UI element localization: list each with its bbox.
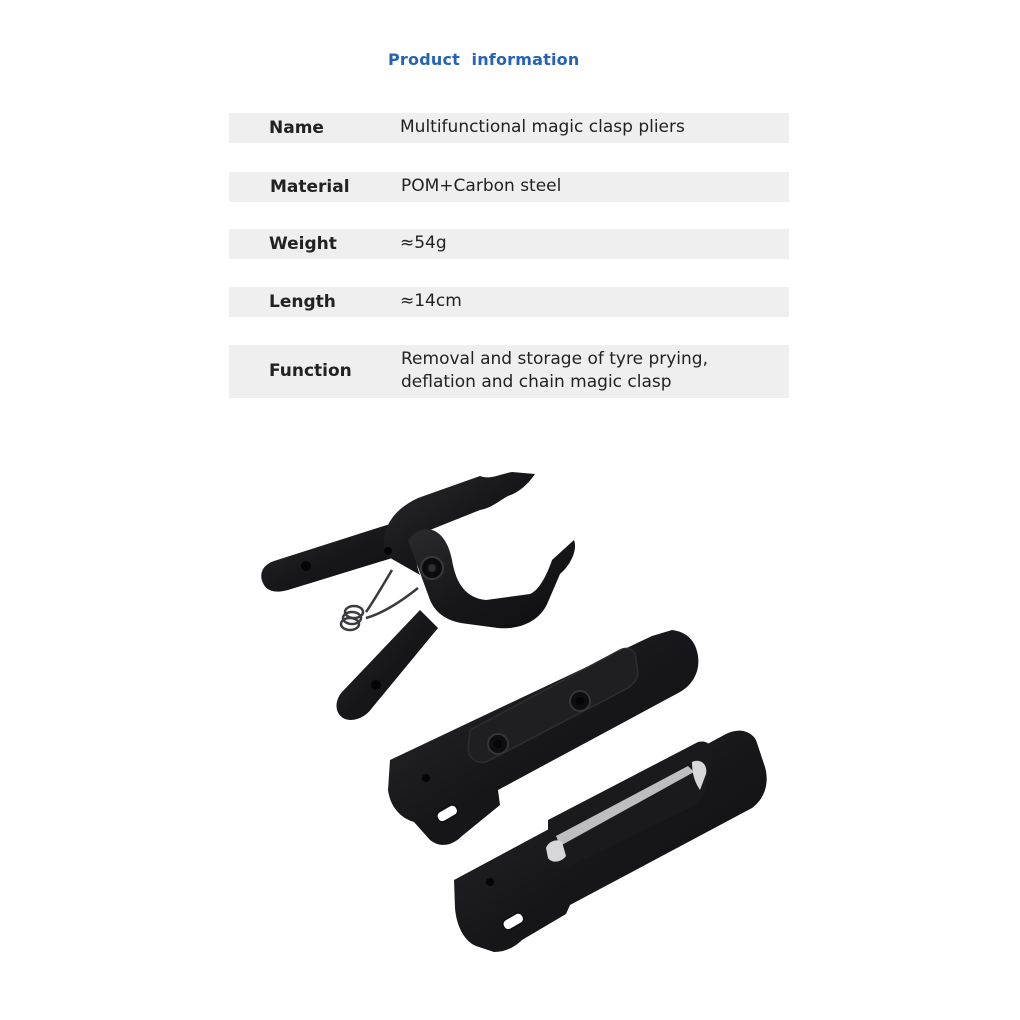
- spec-value: ≈54g: [400, 233, 447, 253]
- spec-label: Material: [270, 177, 350, 197]
- spec-value: Multifunctional magic clasp pliers: [400, 117, 685, 137]
- spec-label: Name: [269, 118, 324, 138]
- spec-row-name: [229, 113, 789, 143]
- spec-label: Function: [269, 361, 352, 381]
- spec-row-function: [229, 345, 789, 398]
- spec-value: ≈14cm: [400, 291, 462, 311]
- spec-row-weight: [229, 229, 789, 259]
- product-photo: [240, 450, 800, 970]
- spec-row-length: [229, 287, 789, 317]
- spec-label: Weight: [269, 234, 337, 254]
- pliers-icon: [261, 472, 575, 720]
- spec-row-material: [229, 172, 789, 202]
- spec-value-line: deflation and chain magic clasp: [401, 372, 672, 392]
- spec-value: [401, 348, 708, 394]
- spec-value-line: Removal and storage of tyre prying,: [401, 349, 708, 369]
- spec-label: Length: [269, 292, 336, 312]
- page-title: Product information: [388, 50, 580, 69]
- spec-value: POM+Carbon steel: [401, 176, 562, 196]
